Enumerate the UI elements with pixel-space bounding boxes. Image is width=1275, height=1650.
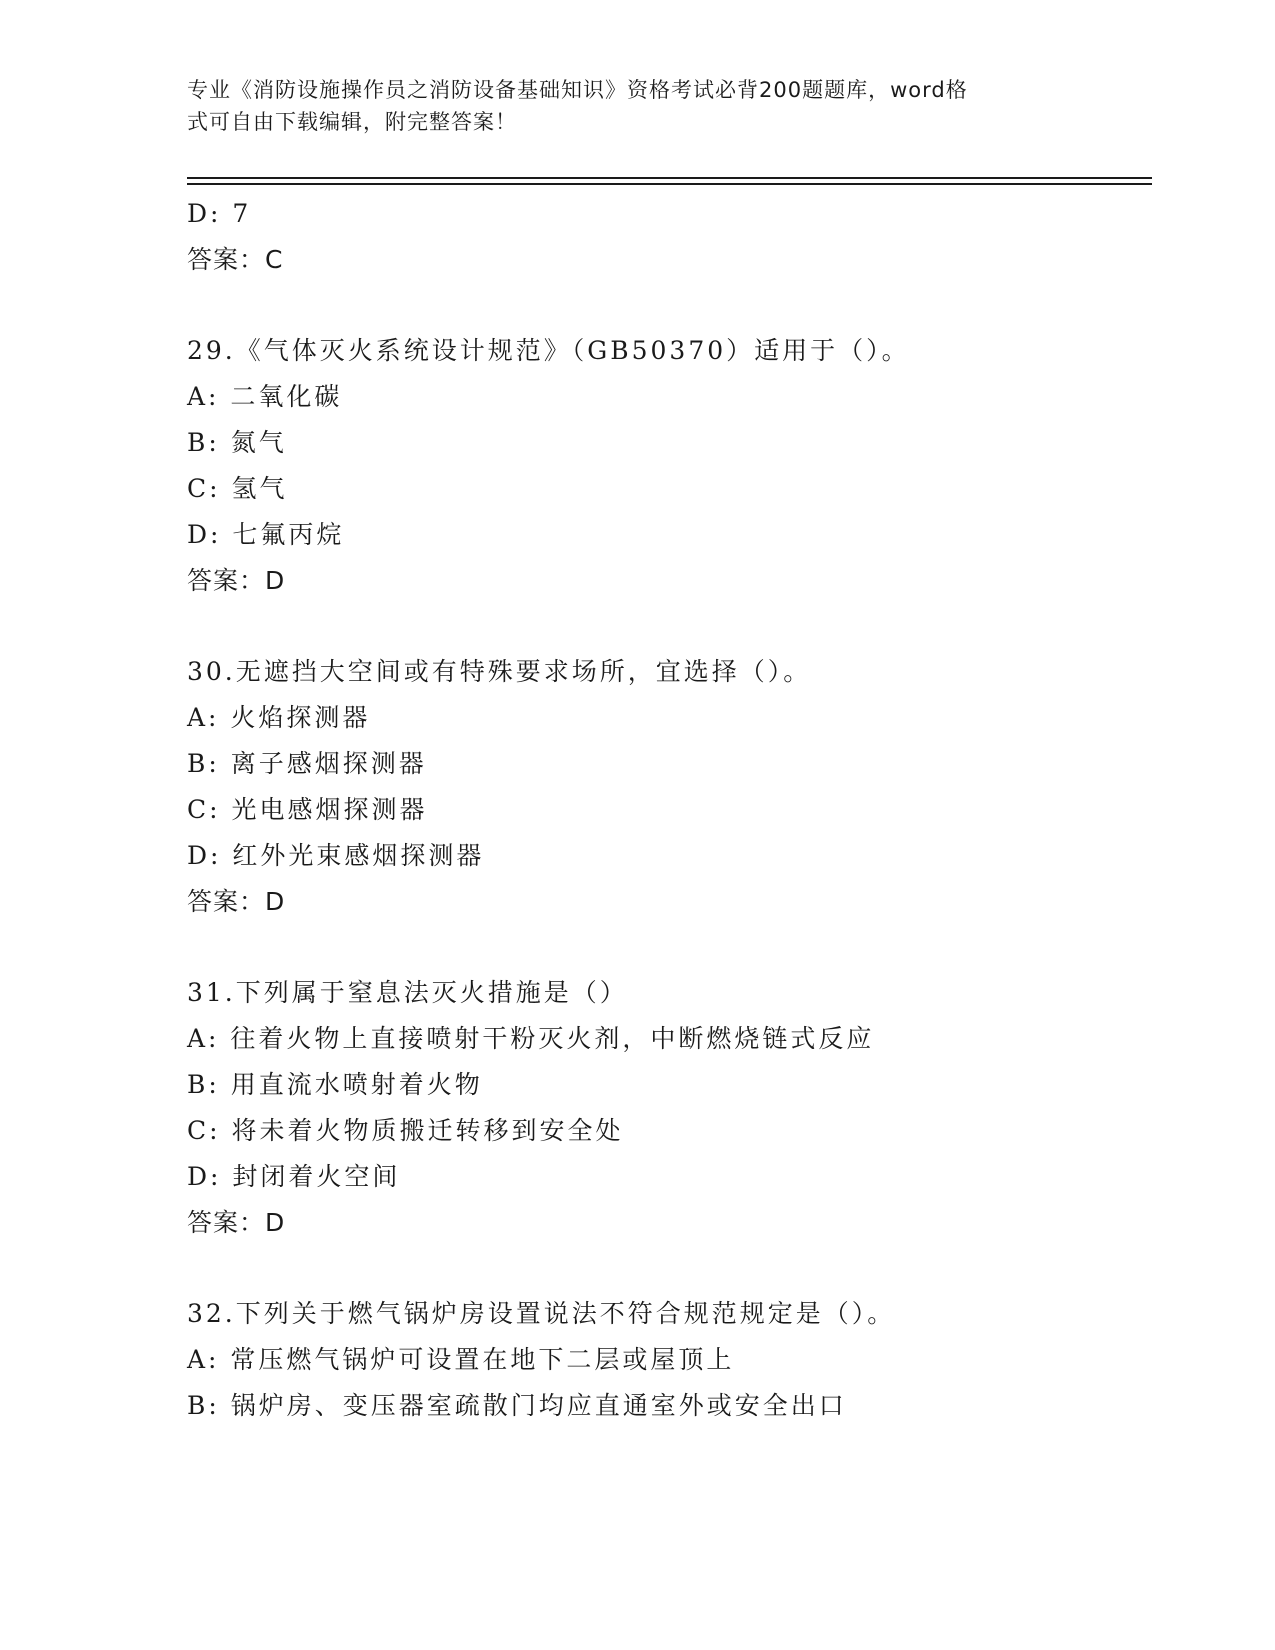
answer-line: 答案：D [187, 566, 286, 595]
document-header [187, 74, 1087, 138]
option-b: B: 用直流水喷射着火物 [187, 1070, 483, 1099]
header-title-line-2: 式可自由下载编辑，附完整答案！ [187, 110, 517, 134]
answer-line: 答案：D [187, 887, 286, 916]
option-d: D: 红外光束感烟探测器 [187, 841, 485, 870]
document-body [187, 191, 1147, 1429]
spacer [187, 925, 1147, 970]
header-title-line-1: 专业《消防设施操作员之消防设备基础知识》资格考试必背200题题库，word格 [187, 78, 968, 102]
question-29 [187, 328, 1147, 604]
question-31 [187, 970, 1147, 1246]
spacer [187, 283, 1147, 328]
option-a: A: 二氧化碳 [187, 382, 343, 411]
spacer [187, 604, 1147, 649]
header-divider-top [187, 177, 1152, 179]
answer-line: 答案：C [187, 245, 284, 274]
question-28-tail [187, 191, 1147, 283]
question-30 [187, 649, 1147, 925]
answer-line: 答案：D [187, 1208, 286, 1237]
header-divider-bottom [187, 183, 1152, 185]
option-c: C: 光电感烟探测器 [187, 795, 428, 824]
option-d: D: 封闭着火空间 [187, 1162, 401, 1191]
spacer [187, 1246, 1147, 1291]
option-a: A: 往着火物上直接喷射干粉灭火剂，中断燃烧链式反应 [187, 1024, 875, 1053]
question-stem: 30.无遮挡大空间或有特殊要求场所，宜选择（）。 [187, 657, 812, 686]
option-d: D: 七氟丙烷 [187, 520, 345, 549]
option-a: A: 常压燃气锅炉可设置在地下二层或屋顶上 [187, 1345, 735, 1374]
option-a: A: 火焰探测器 [187, 703, 371, 732]
question-stem: 32.下列关于燃气锅炉房设置说法不符合规范规定是（）。 [187, 1299, 896, 1328]
option-b: B: 氮气 [187, 428, 287, 457]
option-b: B: 锅炉房、变压器室疏散门均应直通室外或安全出口 [187, 1391, 847, 1420]
option-b: B: 离子感烟探测器 [187, 749, 427, 778]
question-32 [187, 1291, 1147, 1429]
option-c: C: 将未着火物质搬迁转移到安全处 [187, 1116, 624, 1145]
option-c: C: 氢气 [187, 474, 288, 503]
question-stem: 31.下列属于窒息法灭火措施是（） [187, 978, 628, 1007]
question-stem: 29.《气体灭火系统设计规范》（GB50370）适用于（）。 [187, 336, 910, 365]
option-d: D: 7 [187, 199, 252, 228]
